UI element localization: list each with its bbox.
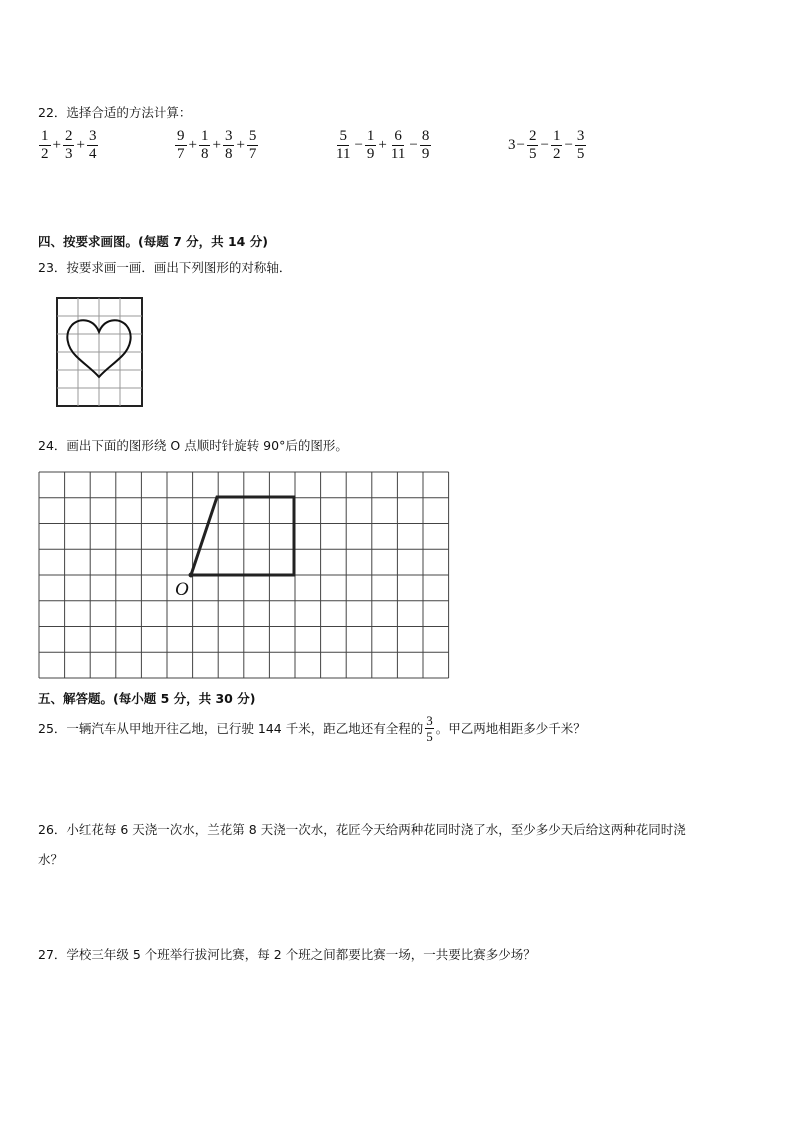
q24-rotation-grid: [38, 471, 450, 679]
q26-line-2: 水？: [38, 852, 64, 867]
q27-text: 27．学校三年级 5 个班举行拔河比赛，每 2 个班之间都要比赛一场，一共要比赛多少场？: [38, 947, 536, 962]
q26-line-1: 26．小红花每 6 天浇一次水，兰花第 8 天浇一次水，花匠今天给两种花同时浇了水，至少多少天后给这两种花同时浇: [38, 822, 686, 837]
section-4-heading: 四、按要求画图。(每题 7 分，共 14 分): [38, 234, 268, 249]
q22-expression-4: 3 − $\frac{2}{5}$ − $\frac{1}{2}$ − $\frac{3}{5}$: [508, 128, 585, 162]
q22-title: 22．选择合适的方法计算：: [38, 105, 192, 120]
point-o-label: O: [175, 579, 189, 600]
q24-shape: [191, 497, 294, 575]
q22-expression-1: $\frac{1}{2}$ + $\frac{2}{3}$ + $\frac{3}{4}$: [41, 128, 97, 162]
q23-heart-grid: [56, 297, 144, 409]
section-5-heading: 五、解答题。(每小题 5 分，共 30 分): [38, 691, 256, 706]
q22-expression-3: $\frac{5}{11}$ − $\frac{1}{9}$ + $\frac{6}{11}$ − $\frac{8}{9}$: [336, 128, 430, 162]
q24-title: 24．画出下面的图形绕 O 点顺时针旋转 90°后的图形。: [38, 438, 348, 453]
q25-text: 25．一辆汽车从甲地开往乙地，已行驶 144 千米，距乙地还有全程的 $\frac{3}{5}$ 。甲乙两地相距多少千米？: [38, 713, 586, 744]
q23-title: 23．按要求画一画．画出下列图形的对称轴．: [38, 260, 292, 275]
q22-expression-2: $\frac{9}{7}$ + $\frac{1}{8}$ + $\frac{3}{8}$ + $\frac{5}{7}$: [177, 128, 257, 162]
